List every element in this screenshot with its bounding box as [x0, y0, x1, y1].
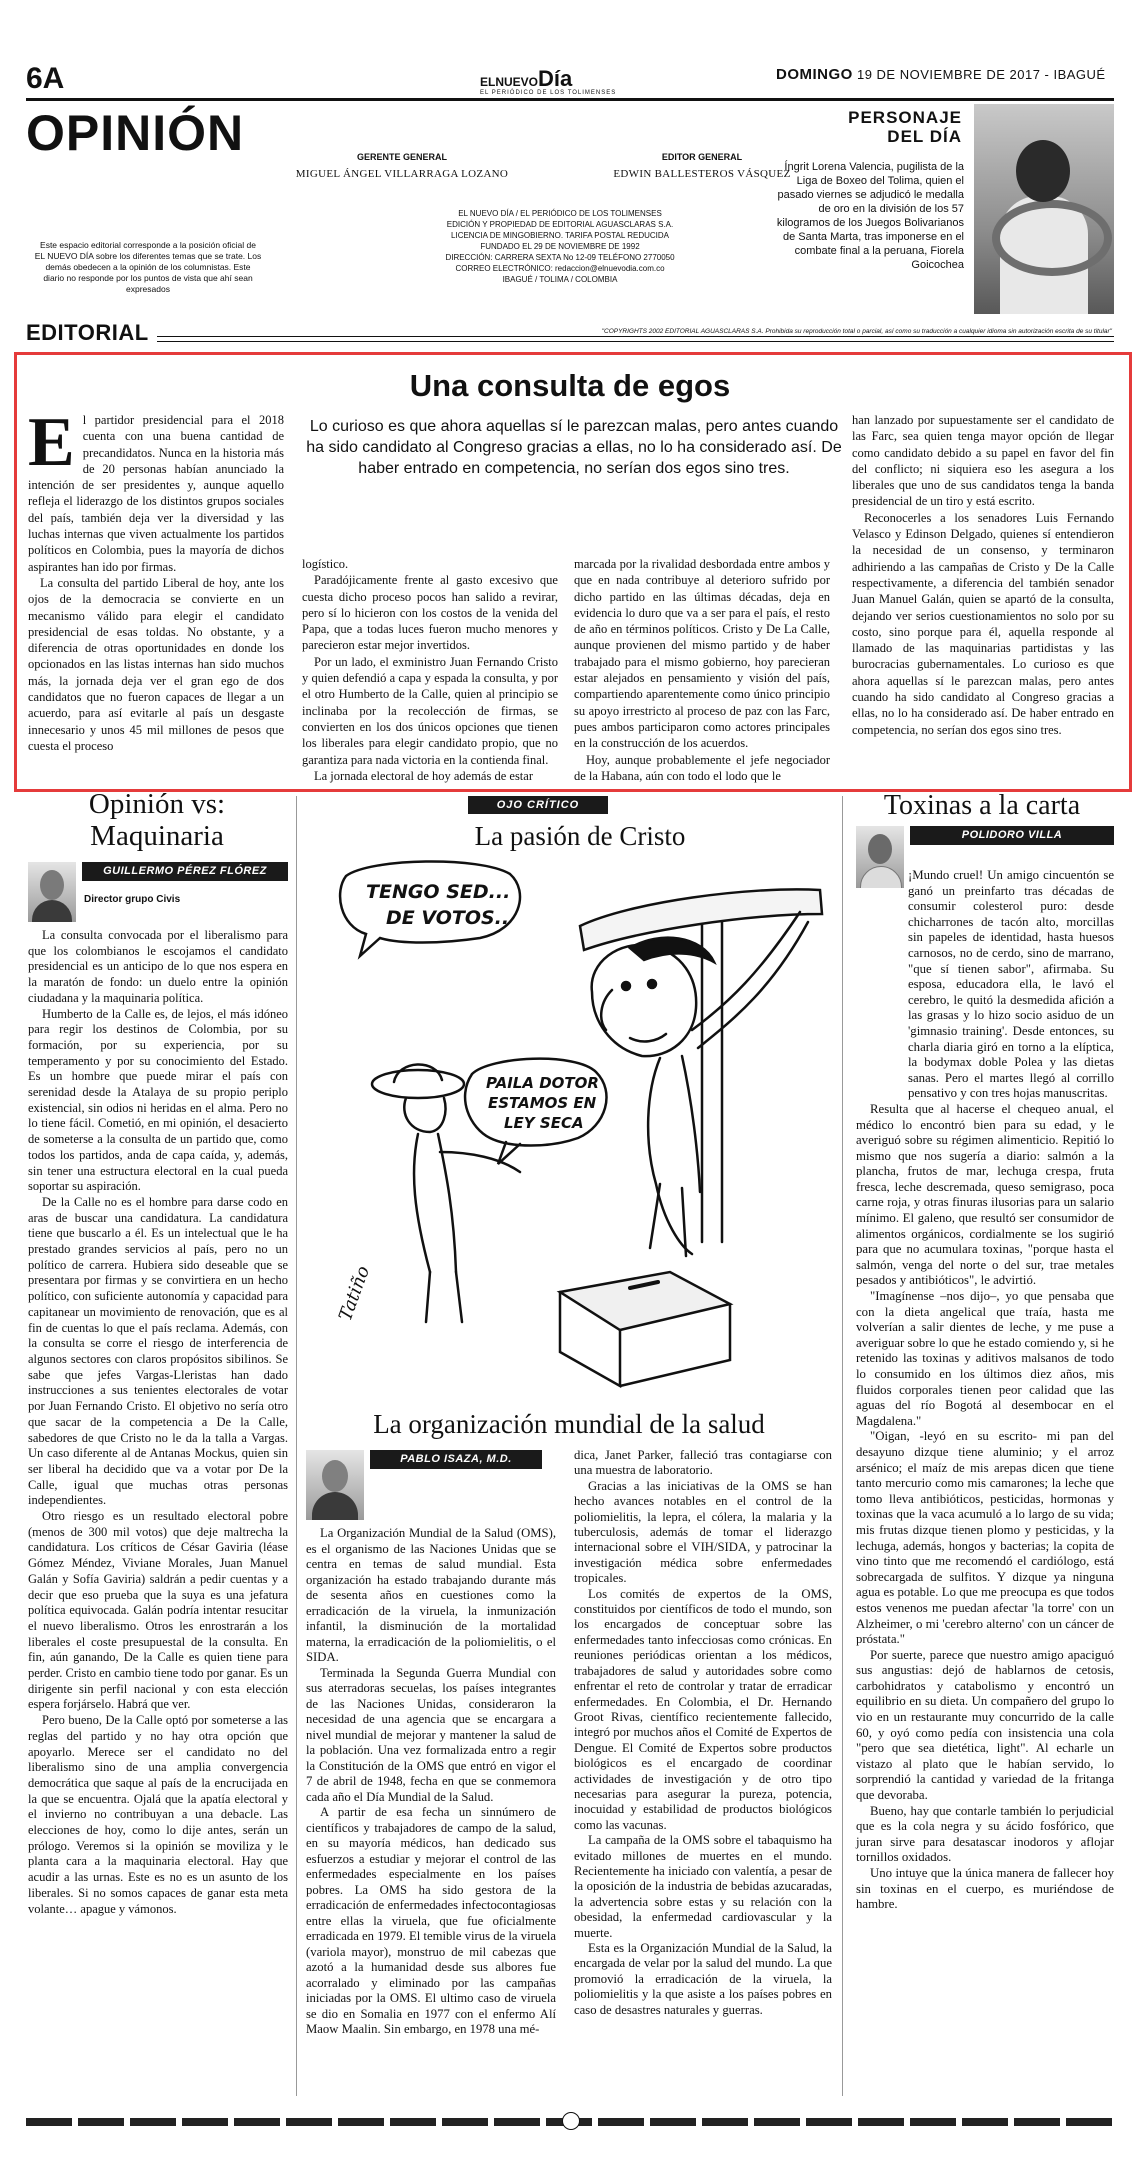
paragraph: dica, Janet Parker, falleció tras contagiarse con una muestra de laboratorio. [574, 1448, 832, 1478]
who-column-2 [574, 1448, 832, 2018]
editorial-paragraph: Por un lado, el exministro Juan Fernando Cristo y quien defendió a capa y espada la consulta, y por el otro Humberto de la Calle, quien al principio se inclinaba por la recolección de firmas, se convierten en los dos únicos opciones que tienen los liberales para elegir candidato propio, que no garantiza para nada victoria en la contienda final. [302, 654, 558, 767]
who-author-photo [306, 1450, 364, 1520]
left-title-line-2: Maquinaria [90, 820, 224, 852]
logo-prefix: ELNUEVO [480, 75, 539, 89]
editorial-column-1 [28, 404, 284, 754]
registration-mark-icon [562, 2112, 580, 2130]
editorial-column-4 [852, 412, 1114, 738]
edition-date [776, 66, 1106, 83]
newspaper-logo [480, 66, 616, 96]
right-column-title: Toxinas a la carta [883, 790, 1081, 821]
editor-name: EDWIN BALLESTEROS VÁSQUEZ [613, 168, 791, 180]
editorial-paragraph: La consulta del partido Liberal de hoy, ante los ojos de la democracia se convierte en un mecanismo válido para elegir el candidato presidencial de esas toldas. No obstante, y a diferencia de otras oportunidades en donde los opcionados en las listas internas han sido muchos más, la jornada deja ver el gran ego de dos candidatos que no fueron capaces de llegar a un acuerdo, para así evitarle al país un desgaste innecesario y unos 45 mil millones de pesos que cuesta el proceso [28, 575, 284, 753]
paragraph: Bueno, hay que contarle también lo perjudicial que es la cola negra y su ácido fosfórico, que juran sirve para desatascar inodoros y aflojar tornillos oxidados. [856, 1803, 1114, 1865]
imprint-line: EL NUEVO DÍA / EL PERIÓDICO DE LOS TOLIMENSES [458, 209, 662, 218]
personaje-text: Íngrit Lorena Valencia, pugilista de la Liga de Boxeo del Tolima, quien el pasado viernes se adjudicó le medalla de oro en la división de los 57 kilogramos de los Juegos Bolivarianos de Santa Marta, tras imponerse en el combate final a la peruana, Fiorela Goicochea [776, 161, 964, 271]
editorial-tag: EDITORIAL [26, 320, 157, 346]
politician-body [648, 1056, 700, 1254]
paragraph: Esta es la Organización Mundial de la Salud, la encargada de velar por la salud del mundo. La que promovió la erradicación de la viruela, la poliomielitis y la que asiste a los países pobres en caso de desastres naturales y guerras. [574, 1941, 832, 2017]
imprint-line: EDICIÓN Y PROPIEDAD DE EDITORIAL AGUASCLARAS S.A. [446, 220, 674, 229]
cartoon-title: La pasión de Cristo [474, 821, 686, 851]
bubble-2-text: PAILA DOTOR [486, 1074, 599, 1092]
bubble-2-text: ESTAMOS EN [488, 1094, 597, 1112]
paragraph: A partir de esa fecha un sinnúmero de científicos y trabajadores de campo de la salud, en su mayoría médicos, han dedicado sus esfuerzos a estudiar y mejorar el control de las enfermedades especialmente en los países pobres. La OMS ha sido gestora de la erradicación de enfermedades infectocontagiosas entre ellas la viruela, que fue oficialmente erradicada en 1979. El temible virus de la viruela (variola mayor), monstruo de mil cabezas que azotó a la humanidad desde sus albores fue acorralado y eliminado por las campañas iniciadas por la OMS. El ultimo caso de viruela se dio en Somalia en 1977 con el enfermo Alí Maow Maalin. Sin embargo, en 1978 una mé- [306, 1805, 556, 2036]
imprint-line: IBAGUÉ / TOLIMA / COLOMBIA [502, 275, 618, 284]
editorial-disclaimer: Este espacio editorial corresponde a la posición oficial de EL NUEVO DÍA sobre los diferentes temas que se trate. Los demás obedecen a la opinión de los columnistas. Este diario no responde por los puntos de vista que ahí sean expresados [34, 240, 262, 294]
editorial-column-2 [302, 556, 558, 784]
editorial-paragraph: La jornada electoral de hoy además de estar [314, 768, 533, 783]
paragraph: La campaña de la OMS sobre el tabaquismo ha evitado millones de muertes en el mundo. Recientemente ha iniciado con valentía, a pesar de la oposición de la industria de bebidas azucaradas, la advertencia sobre estas y su relación con la obesidad, la enfermedad cardiovascular y la muerte. [574, 1833, 832, 1940]
who-column-1 [306, 1526, 556, 2038]
manager-block [292, 152, 512, 180]
imprint [430, 208, 690, 285]
political-cartoon [330, 852, 830, 1392]
editor-label: EDITOR GENERAL [661, 152, 743, 162]
bubble-1-text: TENGO SED... [366, 881, 511, 903]
editorial-paragraph: Paradójicamente frente al gasto excesivo que cuesta dicho proceso pocos han salido a revirar, pero sí lo hicieron con los costos de la venida del Papa, que a todas luces fueron mucho menores y parecieron estar mejor invertidos. [302, 573, 558, 653]
page-number: 6A [26, 62, 65, 95]
cross-post [702, 922, 722, 1242]
editorial-paragraph: l partidor presidencial para el 2018 cuenta con una buena cantidad de precandidatos. Nunca en la historia más de 20 personas habían anunciado la intención de ser presidentes y, aunque aquello refleja el liderazgo de los distintos grupos sociales del país, también deja ver la diversidad y las luchas internas que viven actualmente los partidos políticos en Colombia, pues la mayoría de dichos aspirantes han ido por firmas. [28, 413, 284, 574]
author-photo [28, 862, 76, 922]
author-role: Director grupo Civis [84, 894, 181, 905]
imprint-line: CORREO ELECTRÓNICO: redaccion@elnuevodia.com.co [455, 264, 665, 273]
paragraph: "Oigan, -leyó en su escrito- mi pan del desayuno dizque tiene aluminio; y el arroz arsénico; el maíz de mis arepas dicen que tiene tanto mercurio como mis camarones; la leche que tomo lleva antibióticos, pesticidas, hormonas y toxinas que la vaca acumuló a lo largo de su vida; mis frutas dizque tienen plomo y pesticidas, y la lechuga, además, hongos y bacterias; la copita de vino tinto que me recomendó el cardiólogo, está sobrecargada de sulfitos. Y dizque ya ninguna agua es potable. Lo que me preocupa es que todos estos venenos me puedan afectar 'la torre' con un Alzheimer, o mi 'cerebro alterno' con un cáncer de próstata." [856, 1429, 1114, 1647]
imprint-line: LICENCIA DE MINGOBIERNO. TARIFA POSTAL REDUCIDA [451, 231, 669, 240]
dropcap: E [28, 404, 75, 481]
paragraph: La consulta convocada por el liberalismo para que los colombianos le escojamos el candidato presidencial es un anticipo de lo que nos espera en la maratón de fondo: un duelo entre la opinión ciudadana y la maquinaria política. [28, 928, 288, 1005]
peasant-body [414, 1134, 456, 1272]
personaje-title-line-1: PERSONAJE [848, 108, 962, 127]
author-byline: GUILLERMO PÉREZ FLÓREZ [82, 862, 288, 881]
personaje-title [830, 108, 962, 146]
politician-arm [692, 912, 808, 1048]
ballot-box-top [560, 1272, 730, 1330]
imprint-line: FUNDADO EL 29 DE NOVIEMBRE DE 1992 [480, 242, 640, 251]
paragraph: De la Calle no es el hombre para darse codo en aras de buscar una candidatura. La candidatura tiene que buscarlo a él. Es un intelectual que le ha prestado grandes servicios al país, pero no un político de carrera. Hubiera sido deseable que se presentara por firmas y se convirtiera en un hecho político, con suficiente autonomía y capacidad para capitanear un movimiento de renovación, que es al fin de cuentas lo que el país reclama. Además, con la consulta se corre el riesgo de interferencia de algunos sectores con claros propósitos sibilinos. Se sabe que jefes Vargas-Lleristas han dado instrucciones a sus tenientes electorales de votar por Juan Fernando Cristo. El objetivo no sería otro que sacar de la competencia a De la Calle, sabedores de que Cristo no le da la talla a Vargas. Un caso diferente al de Antanas Mockus, quien sin ser liberal ha decidido que va a votar por De la Calle, igual que muchas otras personas independientes. [28, 1194, 288, 1508]
personaje-photo [974, 104, 1114, 314]
copyright-notice: "COPYRIGHTS 2002 EDITORIAL AGUASCLARAS S.A. Prohibida su reproducción total o parcial, así como su traducción a cualquier idioma sin autorización escrita de su titular" [601, 328, 1112, 335]
right-author-byline: POLIDORO VILLA [910, 826, 1114, 845]
column-rule [296, 796, 297, 2096]
left-column-body [28, 928, 288, 1917]
paragraph: "Imagínense –nos dijo–, yo que pensaba que con la dieta angelical que traía, hasta me volverían a salir dientes de leche, y me puse a averiguar sobre lo que he estado comiendo y, si he retenido las toxinas y aditivos malsanos de todo lo consumido en los últimos diez años, mis fluidos corporales tienen peor calidad que las aguas del río Bogotá al desembocar en el Magdalena." [856, 1289, 1114, 1428]
paragraph: La Organización Mundial de la Salud (OMS), es el organismo de las Naciones Unidas que se centra en temas de salud mundial. Esta organización ha estado trabajando durante más de sesenta años en cuestiones como la erradicación de la viruela, la inmunización infantil, la disminución de la mortalidad materna, la erradicación de la poliomielitis, o el SIDA. [306, 1526, 556, 1664]
right-column-body [856, 868, 1114, 1913]
paragraph: Otro riesgo es un resultado electoral pobre (menos de 300 mil votos) que deje maltrecha la candidatura. Los críticos de César Gaviria (léase Gómez Méndez, Viviane Morales, Juan Manuel Galán y Sofía Gaviria) saldrán a pedir cuentas y a decir que eso prueba que la suya es una jefatura política equivocada. Galán podría intentar resucitar el nuevo liberalismo. Otros les enrostrarán a los liberales el coste presupuestal de la consulta. En fin, aún ganando, De la Calle es quien tiene para perder. Cristo en cambio tiene todo por ganar. Es un dirigente sin perfil nacional y con esta elección espera forjárselo. Habrá que ver. [28, 1509, 289, 1712]
bubble-1-text: DE VOTOS.. [386, 907, 510, 929]
logo-tagline: EL PERIÓDICO DE LOS TOLIMENSES [480, 90, 617, 96]
ojo-critico-tag: OJO CRÍTICO [468, 796, 608, 814]
header-rule [26, 98, 1114, 101]
personaje-title-line-2: DEL DÍA [887, 127, 962, 146]
left-title-line-1: Opinión vs: [88, 788, 226, 820]
sombrero [372, 1070, 464, 1098]
cartoonist-signature: Tatiño [334, 1263, 375, 1324]
editorial-paragraph: han lanzado por supuestamente ser el candidato de las Farc, sea quien tenga mayor opción de llegar como candidato debido a su papel en favor del fin del conflicto; ni siquiera eso les asegura a los liberales que uno de sus candidatos tenga la banda presidencial de un tiro y está escrito. [852, 413, 1114, 509]
who-author-byline: PABLO ISAZA, M.D. [370, 1450, 542, 1469]
editorial-headline: Una consulta de egos [409, 368, 731, 403]
editorial-paragraph: Hoy, aunque probablemente el jefe negociador de la Habana, aún con todo el lodo que le [574, 752, 830, 783]
paragraph: Terminada la Segunda Guerra Mundial con sus aterradoras secuelas, los países integrantes de las Naciones Unidas, consideraron la necesidad de una agencia que se encargara a nivel mundial de mejorar y mantener la salud de la población. Una vez formalizada entro a regir la Constitución de la OMS que entró en vigor el 7 de abril de 1948, fecha en que se conmemora cada año el Día Mundial de la Salud. [306, 1665, 556, 1804]
paragraph: Por suerte, parece que nuestro amigo apaciguó sus angustias: dejó de hablarnos de cetosis, carbohidratos y catabolismo y encontró un equilibrio en su dieta. Un compañero del grupo lo vio en un restaurante muy concurrido de la calle 60, y oyó como pedía con insistencia una cola "pero que sea dietética, light". Al echarle un vistazo al plato que le habían servido, lo sorprendió la cantidad y variedad de la fritanga que devoraba. [856, 1647, 1114, 1803]
date-rest: 19 DE NOVIEMBRE DE 2017 - IBAGUÉ [856, 67, 1106, 82]
section-title: OPINIÓN [26, 105, 245, 161]
paragraph: Resulta que al hacerse el chequeo anual, el médico lo encontró bien para su edad, y le averiguó sobre su régimen alimenticio. Repitió lo mismo que nos sugería a diario: salmón a la plancha, frutos de mar, lechuga crespa, fruta fresca, leche descremada, queso semigraso, poca carne roja, y otras finuras ilusorias para un salario mínimo. El galeno, que resultó ser consumidor de alimentos orgánicos, cordialmente se los sugirió para que no acumulara toxinas, "porque hasta el salmón, venga del norte o del sur, trae metales pesados y antibióticos", le advirtió. [856, 1101, 1114, 1288]
imprint-line: DIRECCIÓN: CARRERA SEXTA No 12-09 TELÉFONO 2770050 [445, 253, 675, 262]
editorial-paragraph: marcada por la rivalidad desbordada entre ambos y que en nada contribuye al deterioro sufrido por dicho partido en las últimas décadas, deja en evidencia lo duro que va a ser para el país, el resto de año en términos políticos. Cristo y De La Calle, aunque provienen del mismo partido y de haber trabajado para el mismo gobierno, hoy parecieran estar alejados en pensamiento y visión del país, compartiendo aparentemente como único principio su apoyo irrestricto al proceso de paz con las Farc, pues ambos participaron como actores principales en la construcción de los acuerdos. [574, 557, 830, 751]
editorial-rule [26, 336, 1114, 342]
editorial-column-3 [574, 556, 830, 784]
logo-name: Día [538, 66, 573, 91]
column-rule [842, 796, 843, 2096]
peasant-face [404, 1098, 445, 1132]
politician-head [592, 945, 697, 1056]
bubble-2-text: LEY SECA [504, 1114, 584, 1132]
paragraph: ¡Mundo cruel! Un amigo cincuentón se ganó un preinfarto tras décadas de consumir colesterol puro: desde chicharrones de tacón alto, morcillas sin papeles de identidad, hasta huesos carnosos, no de cerdo, sino de marrano, "que sí tienen sabor", afirmaba. Su esposa, educadora ella, le lavó el cerebro, le quitó la desmedida afición a las grasas y lo hizo socio asiduo de un 'gimnasio training'. Desde entonces, su charla diaria giró en torno a la elíptica, la bodymax doble Polea y las dietas sanas. Pero el martes llegó al corrillo pensativo y con tres hojas manuscritas. [908, 868, 1114, 1101]
manager-name: MIGUEL ÁNGEL VILLARRAGA LOZANO [295, 168, 509, 180]
paragraph: Los comités de expertos de la OMS, constituidos por científicos de todo el mundo, son los encargados de conceptuar sobre las enfermedades tanto infecciosas como crónicas. En reuniones periódicas orientan a los médicos, trabajadores de salud y autoridades sobre como enfrentar el reto de controlar y tratar de erradicar enfermedades. En Colombia, el Dr. Hernando Groot Rivas, científico recientemente fallecido, integró por muchos años el Comité de Expertos de Dengue. El Comité de Expertos sobre productos biológicos es el encargado de coordinar actividades de investigación y de otro tipo necesarias para asegurar la pureza, potencia, inocuidad y estabilidad de productos biológicos como las vacunas. [574, 1586, 832, 1832]
editorial-paragraph: Reconocerles a los senadores Luis Fernando Velasco y Edinson Delgado, quienes sí entendieron la necesidad de un consenso, y terminaron adhiriendo a las campañas de Cristo y De la Calle respectivamente, a diferencia del también senador Juan Manuel Galán, quien se apartó de la consulta, dejando ver serios cuestionamientos no solo por su costo, sino porque para él, aquella responde al llamado de las maquinarias partidistas y las burocracias gubernamentales. Lo curioso es que ahora aquellas sí le parezcan malas, pero antes cuando ha sido candidato al Congreso gracias a ellas, no lo ha considerado así. De haber entrado en competencia, no serían dos egos sino tres. [852, 510, 1114, 737]
sombrero-crown [394, 1064, 442, 1082]
left-column-title [26, 788, 288, 852]
paragraph: Uno intuye que la única manera de fallecer hoy sin toxinas en el cuerpo, es muriéndose de hambre. [856, 1866, 1114, 1912]
manager-label: GERENTE GENERAL [356, 152, 447, 162]
paragraph: Pero bueno, De la Calle optó por someterse a las reglas del partido y no hay otra opción que apoyarlo. Merece ser el candidato no del liberalismo sino de una amplia convergencia democrática que saque al país de la encrucijada en la que se encuentra. Ojalá que la apatía electoral y el invierno no contribuyan a una debacle. Las elecciones de hoy, como lo dije antes, serán un prólogo. Veremos si la opinión se moviliza y le planta cara a la maquinaria electoral. Hay que acudir a las urnas. Este es no es un asunto de los liberales. Si no somos capaces de ganar esta meta volante… apague y vámonos. [28, 1713, 288, 1916]
paragraph: Gracias a las iniciativas de la OMS se han hecho avances notables en el control de la poliomielitis, la lepra, el cólera, la malaria y la tuberculosis, además de tomar el liderazgo internacional sobre el VIH/SIDA, y patrocinar la investigación médica sobre enfermedades tropicales. [574, 1478, 832, 1586]
peasant-legs [426, 1272, 462, 1322]
editorial-paragraph: logístico. [302, 557, 349, 571]
date-day: DOMINGO [776, 66, 853, 83]
paragraph: Humberto de la Calle es, de lejos, el más idóneo para regir los destinos de Colombia, por su formación, por su experiencia, por su temperamento y por su conocimiento del Estado. Es un hombre que puede mirar el país con serenidad desde la Atalaya de su propio periplo existencial, sin odios ni heridas en el alma. Pero no lo tiene fácil. Cometió, en mi opinión, el desacierto de someterse a la consulta de un partido que, como todos los partidos, anda de capa caída, y, además, sin tener una estructura electoral en la cual pueda soportar su aspiración. [28, 1006, 288, 1194]
pull-quote: Lo curioso es que ahora aquellas sí le parezcan malas, pero antes cuando ha sido candidato al Congreso gracias a ellas, no lo ha considerado así. De haber entrado en competencia, no serían dos egos sino tres. [306, 418, 842, 477]
who-article-title: La organización mundial de la salud [373, 1409, 765, 1439]
